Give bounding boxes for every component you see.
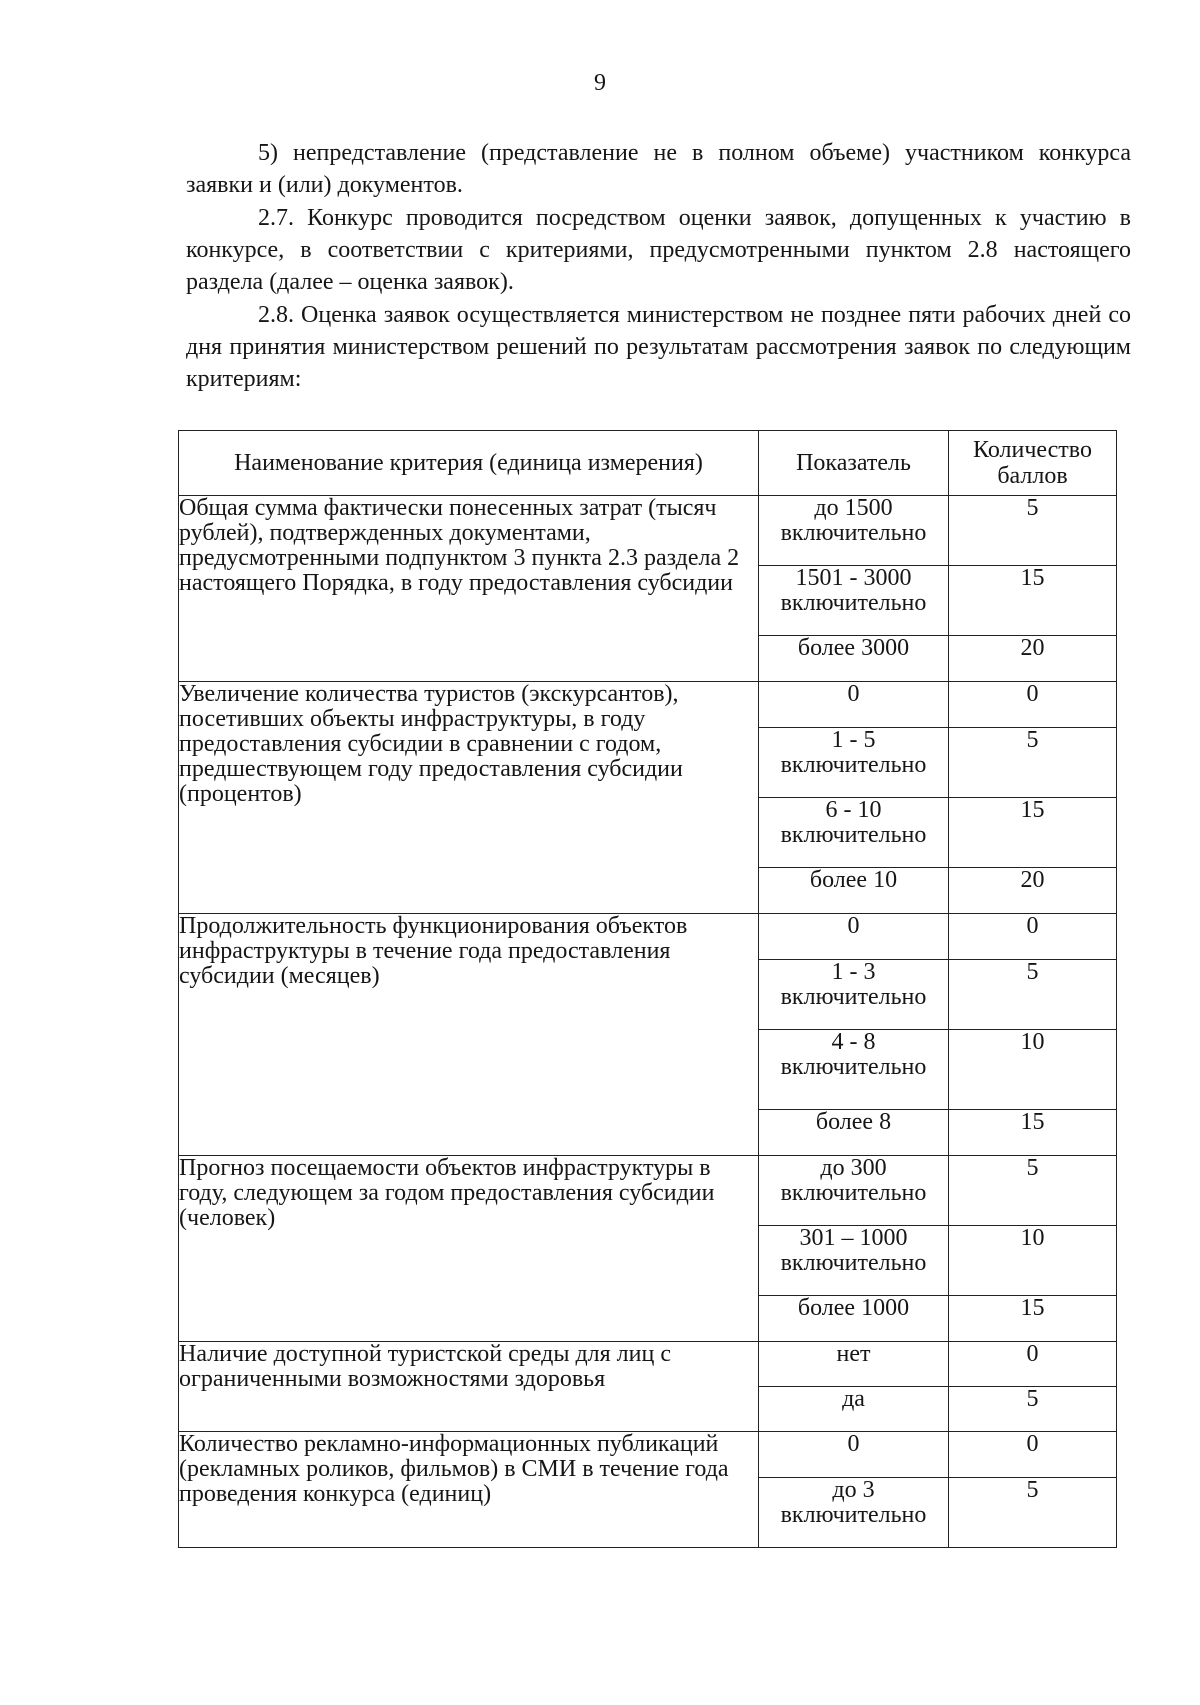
points-cell: 0 <box>949 682 1117 728</box>
criterion-cell: Общая сумма фактически понесенных затрат (тысяч рублей), подтвержденных документами, предусмотренными подпунктом 3 пункта 2.3 раздела 2 настоящего Порядка, в году предоставления субсидии <box>179 496 759 682</box>
indicator-cell: более 8 <box>759 1110 949 1156</box>
points-cell: 20 <box>949 636 1117 682</box>
header-indicator: Показатель <box>759 431 949 496</box>
criterion-cell: Увеличение количества туристов (экскурсантов), посетивших объекты инфраструктуры, в году предоставления субсидии в сравнении с годом, предшествующем году предоставления субсидии (процентов) <box>179 682 759 914</box>
indicator-cell: 301 – 1000 включительно <box>759 1226 949 1296</box>
points-cell: 15 <box>949 566 1117 636</box>
indicator-cell: 1 - 5 включительно <box>759 728 949 798</box>
points-cell: 20 <box>949 868 1117 914</box>
criteria-table <box>178 430 1117 1548</box>
indicator-cell: 1 - 3 включительно <box>759 960 949 1030</box>
header-points: Количество баллов <box>949 431 1117 496</box>
indicator-cell: до 1500 включительно <box>759 496 949 566</box>
points-cell: 0 <box>949 914 1117 960</box>
points-cell: 15 <box>949 798 1117 868</box>
indicator-cell: 0 <box>759 914 949 960</box>
indicator-cell: да <box>759 1387 949 1432</box>
table-header-row <box>179 431 1117 496</box>
indicator-cell: более 10 <box>759 868 949 914</box>
paragraph-2-7: 2.7. Конкурс проводится посредством оценки заявок, допущенных к участию в конкурсе, в соответствии с критериями, предусмотренными пунктом 2.8 настоящего раздела (далее – оценка заявок). <box>186 205 1131 295</box>
table-row <box>179 1432 1117 1478</box>
indicator-cell: 1501 - 3000 включительно <box>759 566 949 636</box>
criterion-cell: Продолжительность функционирования объектов инфраструктуры в течение года предоставления субсидии (месяцев) <box>179 914 759 1156</box>
points-cell: 10 <box>949 1030 1117 1110</box>
points-cell: 5 <box>949 728 1117 798</box>
points-cell: 15 <box>949 1110 1117 1156</box>
indicator-cell: 0 <box>759 1432 949 1478</box>
table-row <box>179 1156 1117 1226</box>
points-cell: 5 <box>949 496 1117 566</box>
indicator-cell: 6 - 10 включительно <box>759 798 949 868</box>
indicator-cell: 4 - 8 включительно <box>759 1030 949 1110</box>
indicator-cell: 0 <box>759 682 949 728</box>
table-row <box>179 496 1117 566</box>
points-cell: 5 <box>949 960 1117 1030</box>
indicator-cell: нет <box>759 1342 949 1387</box>
criterion-cell: Количество рекламно-информационных публикаций (рекламных роликов, фильмов) в СМИ в течение года проведения конкурса (единиц) <box>179 1432 759 1548</box>
header-criterion: Наименование критерия (единица измерения) <box>179 431 759 496</box>
criterion-cell: Наличие доступной туристской среды для лиц с ограниченными возможностями здоровья <box>179 1342 759 1432</box>
table-row <box>179 682 1117 728</box>
indicator-cell: до 3 включительно <box>759 1478 949 1548</box>
points-cell: 0 <box>949 1342 1117 1387</box>
indicator-cell: до 300 включительно <box>759 1156 949 1226</box>
points-cell: 5 <box>949 1478 1117 1548</box>
points-cell: 0 <box>949 1432 1117 1478</box>
table-row <box>179 914 1117 960</box>
paragraph-2-8: 2.8. Оценка заявок осуществляется министерством не позднее пяти рабочих дней со дня принятия министерством решений по результатам рассмотрения заявок по следующим критериям: <box>186 302 1131 392</box>
points-cell: 15 <box>949 1296 1117 1342</box>
indicator-cell: более 1000 <box>759 1296 949 1342</box>
paragraph-item-5: 5) непредставление (представление не в полном объеме) участником конкурса заявки и (или) документов. <box>186 140 1131 198</box>
table-row <box>179 1342 1117 1387</box>
page-number: 9 <box>594 70 606 96</box>
points-cell: 10 <box>949 1226 1117 1296</box>
criterion-cell: Прогноз посещаемости объектов инфраструктуры в году, следующем за годом предоставления субсидии (человек) <box>179 1156 759 1342</box>
indicator-cell: более 3000 <box>759 636 949 682</box>
points-cell: 5 <box>949 1387 1117 1432</box>
points-cell: 5 <box>949 1156 1117 1226</box>
